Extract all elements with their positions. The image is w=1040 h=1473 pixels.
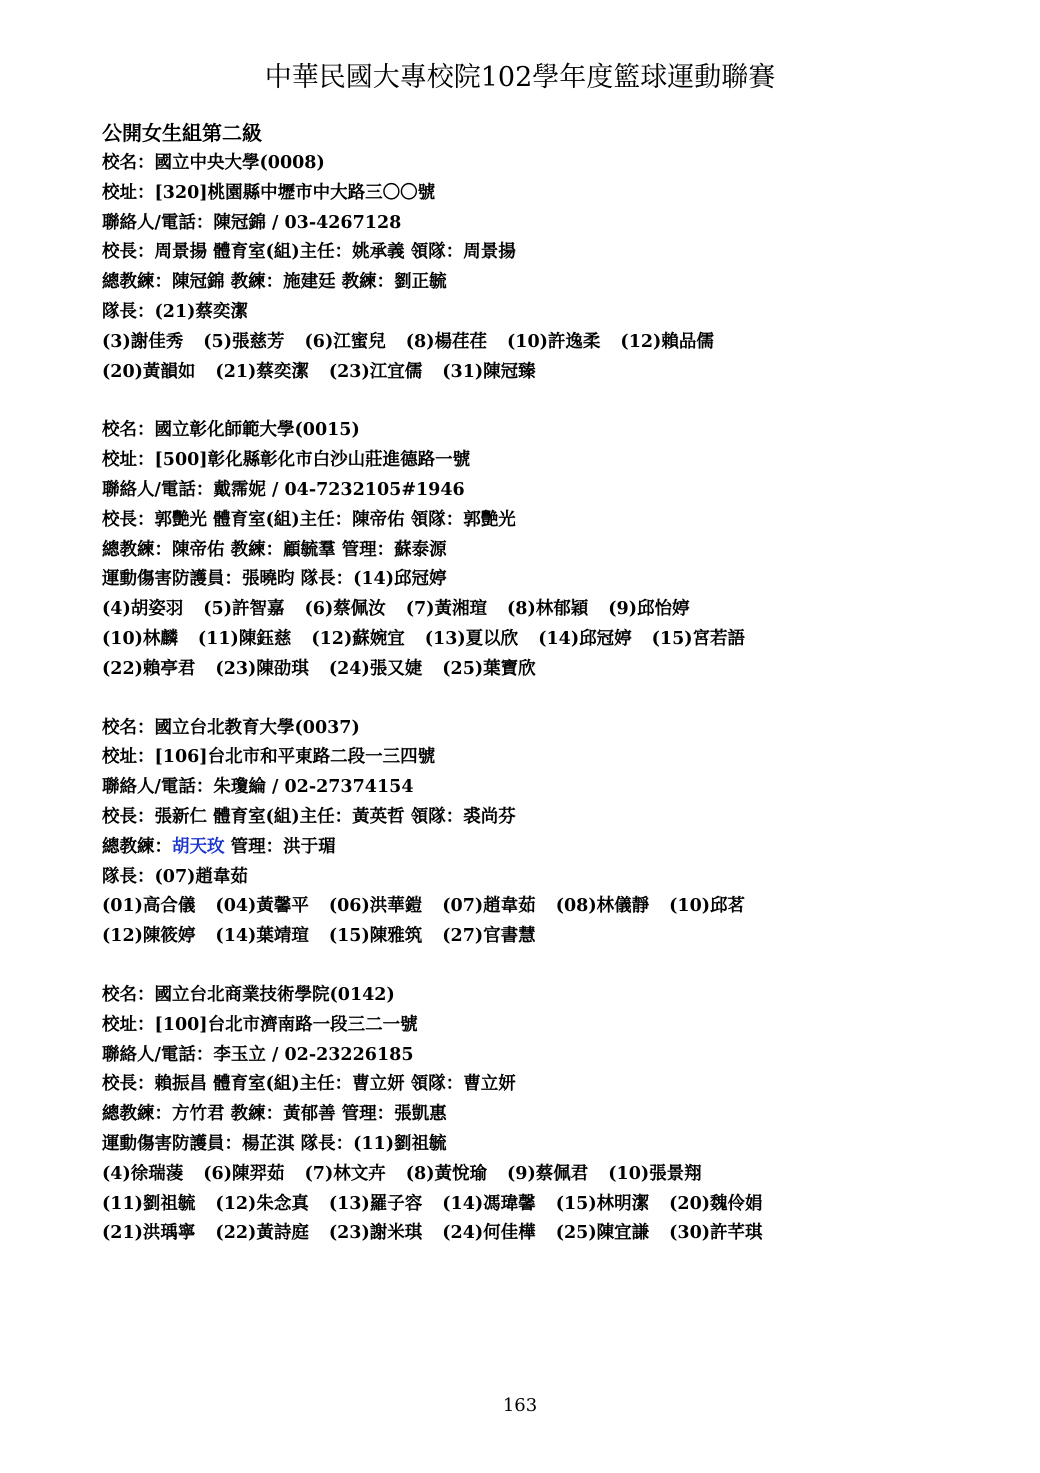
player: (3)謝佳秀 <box>102 331 184 352</box>
school-address: 校址：[500]彰化縣彰化市白沙山莊進德路一號 <box>102 450 471 471</box>
school-coaches: 總教練：方竹君 教練：黃郁善 管理：張凱惠 <box>102 1104 447 1125</box>
school-captain: 運動傷害防護員：楊芷淇 隊長：(11)劉祖毓 <box>102 1133 447 1154</box>
player: (12)蘇婉宜 <box>311 628 405 649</box>
player: (22)賴亭君 <box>102 658 196 679</box>
school-entry <box>102 149 962 387</box>
school-entry <box>102 416 962 684</box>
player: (14)馮瑋馨 <box>442 1193 536 1214</box>
roster-line <box>102 595 962 625</box>
player: (23)江宜儒 <box>328 361 423 382</box>
player: (6)陳羿茹 <box>203 1163 285 1184</box>
player: (21)洪瑀寧 <box>102 1223 196 1244</box>
player: (9)邱怡婷 <box>608 599 690 620</box>
player: (4)胡姿羽 <box>102 599 184 620</box>
roster-line <box>102 1190 962 1220</box>
roster-line <box>102 328 962 358</box>
player: (8)林郁穎 <box>507 599 589 620</box>
school-address: 校址：[106]台北市和平東路二段一三四號 <box>102 747 436 768</box>
player: (25)陳宜謙 <box>555 1223 650 1244</box>
player: (14)邱冠婷 <box>538 628 632 649</box>
player: (12)陳筱婷 <box>102 926 196 947</box>
school-contact: 聯絡人/電話：陳冠錦 / 03-4267128 <box>102 212 402 233</box>
player: (13)羅子容 <box>328 1193 423 1214</box>
player: (15)宮若語 <box>651 628 746 649</box>
school-coaches: 總教練：陳帝佑 教練：顧毓羣 管理：蘇泰源 <box>102 539 447 560</box>
player: (23)陳劭琪 <box>215 658 309 679</box>
player: (13)夏以欣 <box>424 628 519 649</box>
player: (20)魏伶娟 <box>669 1193 763 1214</box>
school-staff: 校長：周景揚 體育室(組)主任：姚承義 領隊：周景揚 <box>102 242 516 263</box>
player: (14)葉靖瑄 <box>215 926 309 947</box>
school-list <box>102 149 962 1278</box>
school-staff: 校長：張新仁 體育室(組)主任：黃英哲 領隊：裘尚芬 <box>102 806 516 827</box>
player: (23)謝米琪 <box>328 1223 423 1244</box>
school-coaches: 總教練：陳冠錦 教練：施建廷 教練：劉正毓 <box>102 272 447 293</box>
school-contact: 聯絡人/電話：戴霈妮 / 04-7232105#1946 <box>102 479 465 500</box>
player: (11)陳鈺慈 <box>197 628 292 649</box>
player: (21)蔡奕潔 <box>215 361 309 382</box>
player: (06)洪華鎧 <box>328 896 423 917</box>
player: (15)陳雅筑 <box>328 926 423 947</box>
division-heading: 公開女生組第二級 <box>102 121 262 145</box>
roster-line <box>102 655 962 685</box>
page-number: 163 <box>502 1395 538 1416</box>
player: (01)高合儀 <box>102 896 196 917</box>
player: (27)官書慧 <box>442 926 536 947</box>
player: (08)林儀靜 <box>555 896 650 917</box>
player: (4)徐瑞蓤 <box>102 1163 184 1184</box>
player: (6)蔡佩汝 <box>304 599 386 620</box>
school-entry <box>102 981 962 1249</box>
player: (15)林明潔 <box>555 1193 650 1214</box>
player: (07)趙韋茹 <box>442 896 536 917</box>
school-contact: 聯絡人/電話：李玉立 / 02-23226185 <box>102 1044 414 1065</box>
coach-label: 總教練： <box>102 836 172 857</box>
player: (12)賴品儒 <box>620 331 714 352</box>
roster-line <box>102 892 962 922</box>
school-contact: 聯絡人/電話：朱瓊綸 / 02-27374154 <box>102 777 414 798</box>
school-captain: 隊長：(07)趙韋茹 <box>102 866 248 887</box>
head-coach-name: 胡天玫 <box>172 836 225 857</box>
player: (6)江蜜兒 <box>304 331 386 352</box>
player: (10)張景翔 <box>608 1163 702 1184</box>
player: (10)林麟 <box>102 628 178 649</box>
roster-line <box>102 358 962 388</box>
school-captain: 隊長：(21)蔡奕潔 <box>102 301 248 322</box>
player: (7)黃湘瑄 <box>405 599 487 620</box>
school-entry <box>102 714 962 952</box>
school-name: 校名：國立台北商業技術學院(0142) <box>102 984 395 1005</box>
player: (5)張慈芳 <box>203 331 285 352</box>
player: (31)陳冠臻 <box>442 361 536 382</box>
page-title: 中華民國大專校院102學年度籃球運動聯賽 <box>264 62 776 93</box>
player: (11)劉祖毓 <box>102 1193 196 1214</box>
player: (8)楊荏荏 <box>405 331 487 352</box>
school-name: 校名：國立彰化師範大學(0015) <box>102 420 360 441</box>
player: (9)蔡佩君 <box>507 1163 589 1184</box>
school-name: 校名：國立中央大學(0008) <box>102 153 325 173</box>
roster-line <box>102 625 962 655</box>
manager-text: 管理：洪于瑂 <box>224 836 336 857</box>
player: (22)黃詩庭 <box>215 1223 309 1244</box>
player: (10)許逸柔 <box>507 331 601 352</box>
school-address: 校址：[100]台北市濟南路一段三二一號 <box>102 1014 418 1035</box>
school-name: 校名：國立台北教育大學(0037) <box>102 717 360 738</box>
roster-line <box>102 1219 962 1249</box>
school-staff: 校長：郭艷光 體育室(組)主任：陳帝佑 領隊：郭艷光 <box>102 509 516 530</box>
player: (25)葉寶欣 <box>442 658 536 679</box>
school-staff: 校長：賴振昌 體育室(組)主任：曹立妍 領隊：曹立妍 <box>102 1074 516 1095</box>
player: (7)林文卉 <box>304 1163 386 1184</box>
school-address: 校址：[320]桃園縣中壢市中大路三〇〇號 <box>102 182 436 203</box>
player: (5)許智嘉 <box>203 599 285 620</box>
player: (12)朱念真 <box>215 1193 309 1214</box>
roster-line <box>102 922 962 952</box>
player: (20)黃韻如 <box>102 361 196 382</box>
player: (30)許芊琪 <box>669 1223 763 1244</box>
player: (8)黃悅瑜 <box>405 1163 487 1184</box>
school-captain: 運動傷害防護員：張曉昀 隊長：(14)邱冠婷 <box>102 569 447 590</box>
school-coaches <box>102 833 962 863</box>
player: (24)何佳樺 <box>442 1223 536 1244</box>
roster-line <box>102 1160 962 1190</box>
player: (10)邱茗 <box>669 896 746 917</box>
player: (04)黃馨平 <box>215 896 309 917</box>
player: (24)張又婕 <box>328 658 423 679</box>
